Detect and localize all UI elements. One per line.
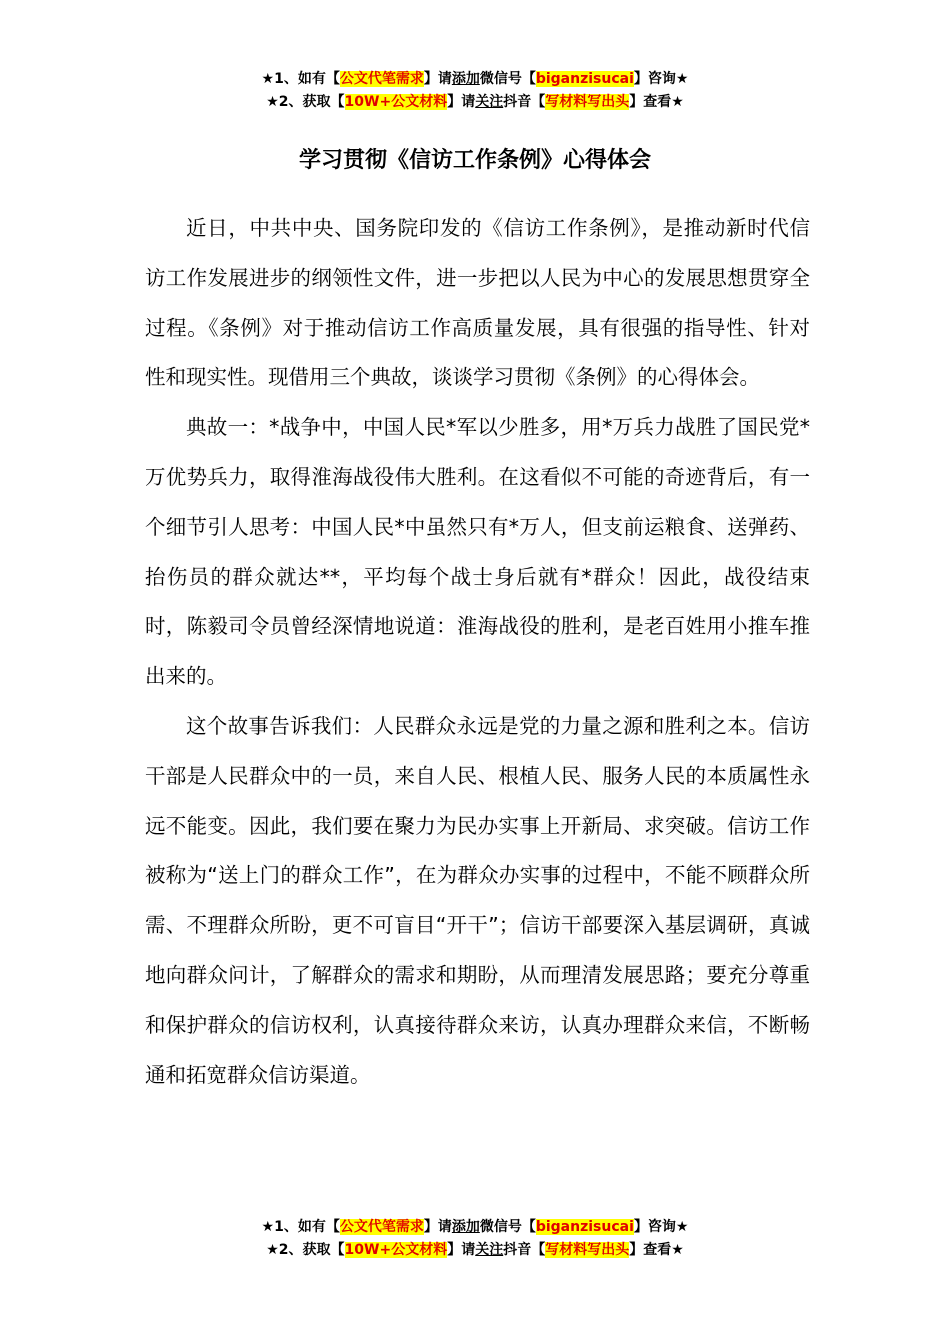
douyin-account: 写材料写出头 <box>545 94 630 110</box>
banner-text: 抖音【 <box>503 94 546 110</box>
banner-text: 】请 <box>447 94 476 110</box>
underlined-text: 添加 <box>451 71 480 87</box>
banner-text: 1、如有【 <box>274 71 340 87</box>
star-icon: ★ <box>261 71 275 87</box>
banner-text: 】咨询★ <box>633 1219 689 1235</box>
paragraph-3: 这个故事告诉我们：人民群众永远是党的力量之源和胜利之本。信访干部是人民群众中的一员，来自人民、根植人民、服务人民的本质属性永远不能变。因此，我们要在聚力为民办实事上开新局、求突破。信访工作被称为“送上门的群众工作”，在为群众办实事的过程中，不能不顾群众所需、不理群众所盼，更不可盲目“开干”；信访干部要深入基层调研，真诚地向群众问计，了解群众的需求和期盼，从而理清发展思路；要充分尊重和保护群众的信访权利，认真接待群众来访，认真办理群众来信，不断畅通和拓宽群众信访渠道。 <box>145 713 810 1087</box>
underlined-text: 关注 <box>475 1242 504 1258</box>
paragraph-2: 典故一：*战争中，中国人民*军以少胜多，用*万兵力战胜了国民党*万优势兵力，取得淮海战役伟大胜利。在这看似不可能的奇迹背后，有一个细节引人思考：中国人民*中虽然只有*万人，但支前运粮食、送弹药、抬伤员的群众就达**，平均每个战士身后就有*群众！因此，战役结束时，陈毅司令员曾经深情地说道：淮海战役的胜利，是老百姓用小推车推出来的。 <box>145 415 810 689</box>
banner-text: 】查看★ <box>629 1242 684 1258</box>
star-icon: ★ <box>261 1219 275 1235</box>
banner-text: 】请 <box>447 1242 476 1258</box>
banner-text: 2、获取【 <box>278 94 345 110</box>
banner-text: 】请 <box>423 71 452 87</box>
banner-text: 抖音【 <box>503 1242 546 1258</box>
star-icon: ★ <box>266 94 279 110</box>
banner-line-1 <box>0 68 950 91</box>
banner-text: 2、获取【 <box>278 1242 345 1258</box>
banner-line-2 <box>0 91 950 114</box>
underlined-text: 添加 <box>451 1219 480 1235</box>
highlight-text: 10W+公文材料 <box>344 94 448 110</box>
document-body <box>145 204 810 1100</box>
banner-text: 】咨询★ <box>633 71 689 87</box>
banner-text: 微信号【 <box>479 1219 536 1235</box>
banner-text: 1、如有【 <box>274 1219 340 1235</box>
douyin-account: 写材料写出头 <box>545 1242 630 1258</box>
paragraph-1: 近日，中共中央、国务院印发的《信访工作条例》，是推动新时代信访工作发展进步的纲领性文件，进一步把以人民为中心的发展思想贯穿全过程。《条例》对于推动信访工作高质量发展，具有很强的指导性、针对性和现实性。现借用三个典故，谈谈学习贯彻《条例》的心得体会。 <box>145 216 810 390</box>
header-ad-banner <box>0 68 950 114</box>
banner-text: 】请 <box>423 1219 452 1235</box>
footer-ad-banner <box>0 1216 950 1262</box>
banner-text: 】查看★ <box>629 94 684 110</box>
highlight-text: 公文代笔需求 <box>339 1219 424 1235</box>
document-title: 学习贯彻《信访工作条例》心得体会 <box>298 148 651 173</box>
banner-line-2 <box>0 1239 950 1262</box>
underlined-text: 关注 <box>475 94 504 110</box>
wechat-id: biganzisucai <box>535 1219 634 1235</box>
banner-line-1 <box>0 1216 950 1239</box>
highlight-text: 公文代笔需求 <box>339 71 424 87</box>
highlight-text: 10W+公文材料 <box>344 1242 448 1258</box>
banner-text: 微信号【 <box>479 71 536 87</box>
star-icon: ★ <box>266 1242 279 1258</box>
wechat-id: biganzisucai <box>535 71 634 87</box>
